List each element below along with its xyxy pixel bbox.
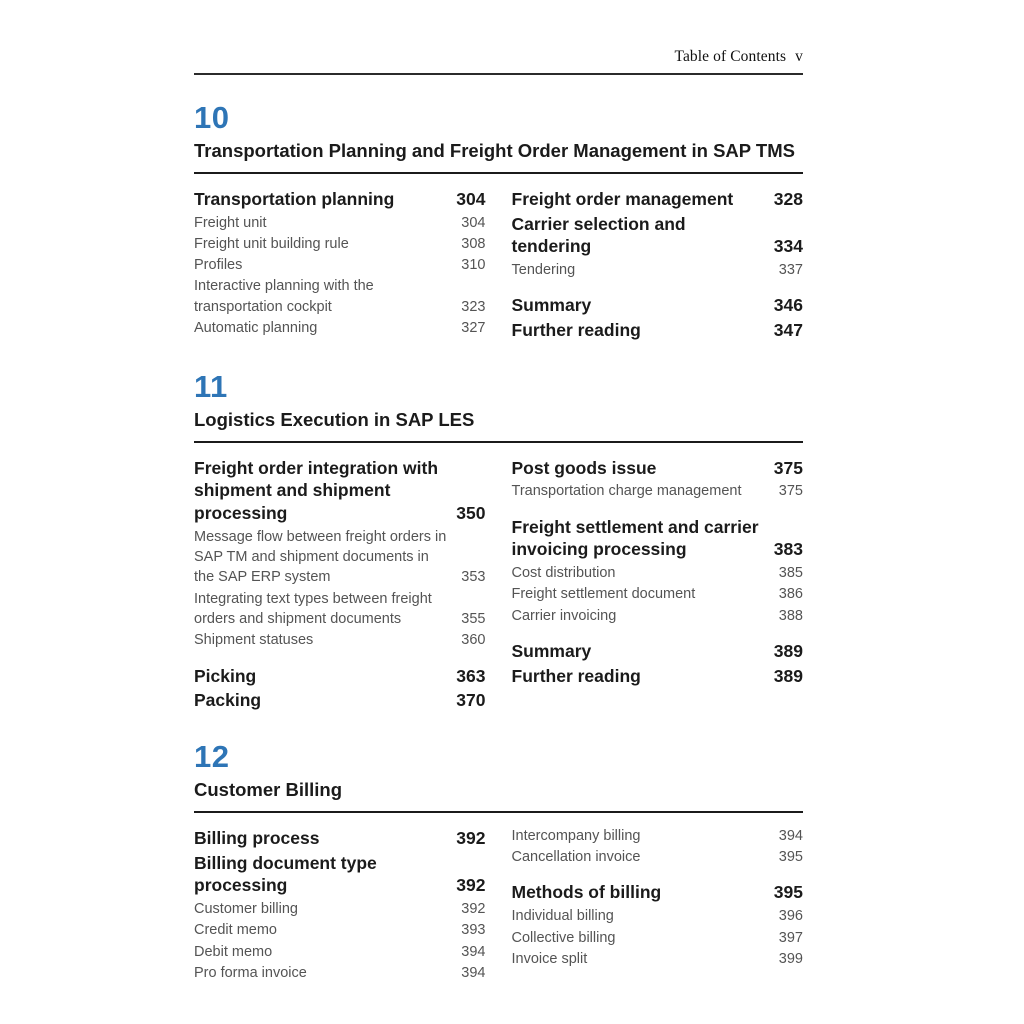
toc-entry xyxy=(512,188,804,211)
toc-entry-page: 337 xyxy=(778,262,803,279)
toc-entry-page: 323 xyxy=(461,298,486,315)
toc-entry-label: Post goods issue xyxy=(511,457,657,478)
toc-entry-label: Invoice split xyxy=(511,950,588,967)
toc-entry-page: 394 xyxy=(778,827,803,844)
toc-column-left xyxy=(194,826,486,984)
toc-entry-label: Methods of billing xyxy=(511,882,662,903)
toc-entry-page: 363 xyxy=(456,665,486,686)
toc-column-left xyxy=(194,187,486,344)
toc-entry-page: 375 xyxy=(773,457,803,478)
toc-entry-page: 350 xyxy=(456,503,486,524)
toc-column-right xyxy=(512,826,804,984)
toc-entry-label: Freight order integration with shipment and shipment processing xyxy=(194,457,439,524)
toc-column-left xyxy=(194,456,486,715)
toc-entry-page: 392 xyxy=(456,875,486,896)
toc-entry-page: 395 xyxy=(773,882,803,903)
toc-entry-page: 399 xyxy=(778,950,803,967)
toc-entry-page: 392 xyxy=(456,827,486,848)
toc-entry-page: 393 xyxy=(461,922,486,939)
toc-entry-label: Collective billing xyxy=(511,929,616,946)
toc-entry xyxy=(512,584,804,604)
toc-entry-page: 334 xyxy=(773,236,803,257)
toc-entry xyxy=(512,457,804,480)
running-header xyxy=(194,48,803,75)
toc-entry-label: Billing document type processing xyxy=(194,852,377,896)
toc-entry xyxy=(194,665,486,688)
toc-entry-label: Individual billing xyxy=(511,908,614,925)
toc-entry xyxy=(194,234,486,254)
toc-entry xyxy=(194,827,486,850)
toc-entry xyxy=(194,689,486,712)
toc-entry xyxy=(512,294,804,317)
toc-entry-label: Carrier invoicing xyxy=(511,607,617,624)
toc-entry xyxy=(194,457,486,525)
toc-entry-label: Summary xyxy=(511,295,592,316)
toc-entry-page: 394 xyxy=(461,965,486,982)
toc-entry xyxy=(194,318,486,338)
toc-entry-label: Carrier selection and tendering xyxy=(511,213,686,257)
toc-entry xyxy=(194,213,486,233)
toc-entry-label: Integrating text types between freight orders and shipment documents xyxy=(194,590,432,628)
chapter-title: Logistics Execution in SAP LES xyxy=(194,408,803,443)
toc-entry xyxy=(512,213,804,259)
toc-entry-label: Pro forma invoice xyxy=(194,965,307,982)
toc-columns xyxy=(194,187,803,344)
toc-entry xyxy=(512,906,804,926)
toc-entry-label: Further reading xyxy=(511,320,641,341)
toc-entry-label: Further reading xyxy=(511,665,641,686)
page-number: v xyxy=(795,48,803,65)
toc-entry-page: 383 xyxy=(773,539,803,560)
chapter-number: 12 xyxy=(194,739,230,775)
toc-entry-label: Freight unit xyxy=(194,214,267,231)
toc-entry-label: Freight settlement and carrier invoicing processing xyxy=(511,516,759,560)
toc-entry-page: 370 xyxy=(456,690,486,711)
toc-entry-page: 392 xyxy=(461,901,486,918)
toc-entry xyxy=(512,928,804,948)
chapter-number: 10 xyxy=(194,100,230,135)
toc-entry-label: Shipment statuses xyxy=(194,632,314,649)
toc-entry-label: Summary xyxy=(511,641,592,662)
toc-entry-label: Freight order management xyxy=(511,188,734,209)
toc-entry-label: Cancellation invoice xyxy=(511,849,641,866)
toc-entry xyxy=(194,188,486,211)
toc-entry-page: 388 xyxy=(778,607,803,624)
toc-entry xyxy=(194,963,486,983)
toc-entry-page: 310 xyxy=(461,257,486,274)
toc-column-right xyxy=(512,456,804,715)
toc-entry xyxy=(194,255,486,275)
toc-entry xyxy=(512,606,804,626)
toc-entry-page: 389 xyxy=(773,641,803,662)
toc-entry-label: Billing process xyxy=(194,827,320,848)
toc-entry-label: Debit memo xyxy=(194,943,273,960)
toc-entry xyxy=(194,589,486,630)
chapter-number: 11 xyxy=(194,368,228,404)
toc-entry xyxy=(194,942,486,962)
toc-entry-label: Freight unit building rule xyxy=(194,235,349,252)
toc-entry-label: Cost distribution xyxy=(511,565,616,582)
toc-entry xyxy=(512,881,804,904)
toc-entry xyxy=(512,847,804,867)
toc-columns xyxy=(194,456,803,715)
toc-entry-label: Transportation planning xyxy=(194,188,395,209)
chapter-section-11 xyxy=(194,370,803,714)
toc-entry-page: 394 xyxy=(461,943,486,960)
toc-entry xyxy=(194,276,486,317)
toc-entry xyxy=(194,920,486,940)
toc-entry-page: 396 xyxy=(778,908,803,925)
toc-entry-page: 304 xyxy=(456,188,486,209)
toc-entry-label: Message flow between freight orders in SAP TM and shipment documents in the SAP ERP system xyxy=(194,528,447,586)
toc-entry-page: 308 xyxy=(461,235,486,252)
toc-entry-label: Transportation charge management xyxy=(511,483,742,500)
toc-entry-page: 347 xyxy=(773,320,803,341)
chapter-section-12 xyxy=(194,740,803,984)
toc-entry xyxy=(512,563,804,583)
toc-entry-page: 304 xyxy=(461,214,486,231)
toc-entry xyxy=(194,852,486,898)
toc-entry-page: 389 xyxy=(773,665,803,686)
toc-entry xyxy=(194,630,486,650)
toc-entry xyxy=(512,260,804,280)
page-content xyxy=(194,48,803,984)
toc-entry-label: Intercompany billing xyxy=(511,827,641,844)
toc-entry xyxy=(512,516,804,562)
toc-entry xyxy=(512,481,804,501)
toc-entry-page: 395 xyxy=(778,849,803,866)
toc-columns xyxy=(194,826,803,984)
running-header-title: Table of Contents xyxy=(674,48,787,65)
toc-entry-page: 386 xyxy=(778,586,803,603)
toc-column-right xyxy=(512,187,804,344)
chapter-title: Transportation Planning and Freight Order Management in SAP TMS xyxy=(194,139,803,174)
toc-entry-label: Freight settlement document xyxy=(511,586,696,603)
toc-entry-label: Automatic planning xyxy=(194,320,318,336)
toc-entry xyxy=(194,527,486,588)
chapter-section-10 xyxy=(194,101,803,344)
toc-entry-page: 360 xyxy=(461,632,486,649)
chapters-container xyxy=(194,101,803,984)
toc-entry-page: 385 xyxy=(778,565,803,582)
chapter-title: Customer Billing xyxy=(194,778,803,813)
toc-entry xyxy=(512,949,804,969)
toc-entry-label: Profiles xyxy=(194,257,243,274)
toc-entry-page: 353 xyxy=(461,569,486,586)
toc-entry xyxy=(194,899,486,919)
toc-entry-label: Tendering xyxy=(511,262,576,279)
toc-entry-page: 328 xyxy=(773,188,803,209)
toc-entry-page: 355 xyxy=(461,611,486,628)
toc-entry-label: Customer billing xyxy=(194,901,298,918)
toc-entry-page: 375 xyxy=(778,483,803,500)
toc-entry-page: 327 xyxy=(461,320,486,336)
toc-entry xyxy=(512,665,804,688)
toc-entry-page: 397 xyxy=(778,929,803,946)
toc-entry-label: Packing xyxy=(194,690,262,711)
toc-entry-label: Credit memo xyxy=(194,922,277,939)
toc-entry-label: Interactive planning with the transportation cockpit xyxy=(194,278,374,315)
toc-entry xyxy=(512,640,804,663)
toc-entry xyxy=(512,826,804,846)
toc-entry-page: 346 xyxy=(773,295,803,316)
toc-entry-label: Picking xyxy=(194,665,257,686)
toc-entry xyxy=(512,319,804,342)
